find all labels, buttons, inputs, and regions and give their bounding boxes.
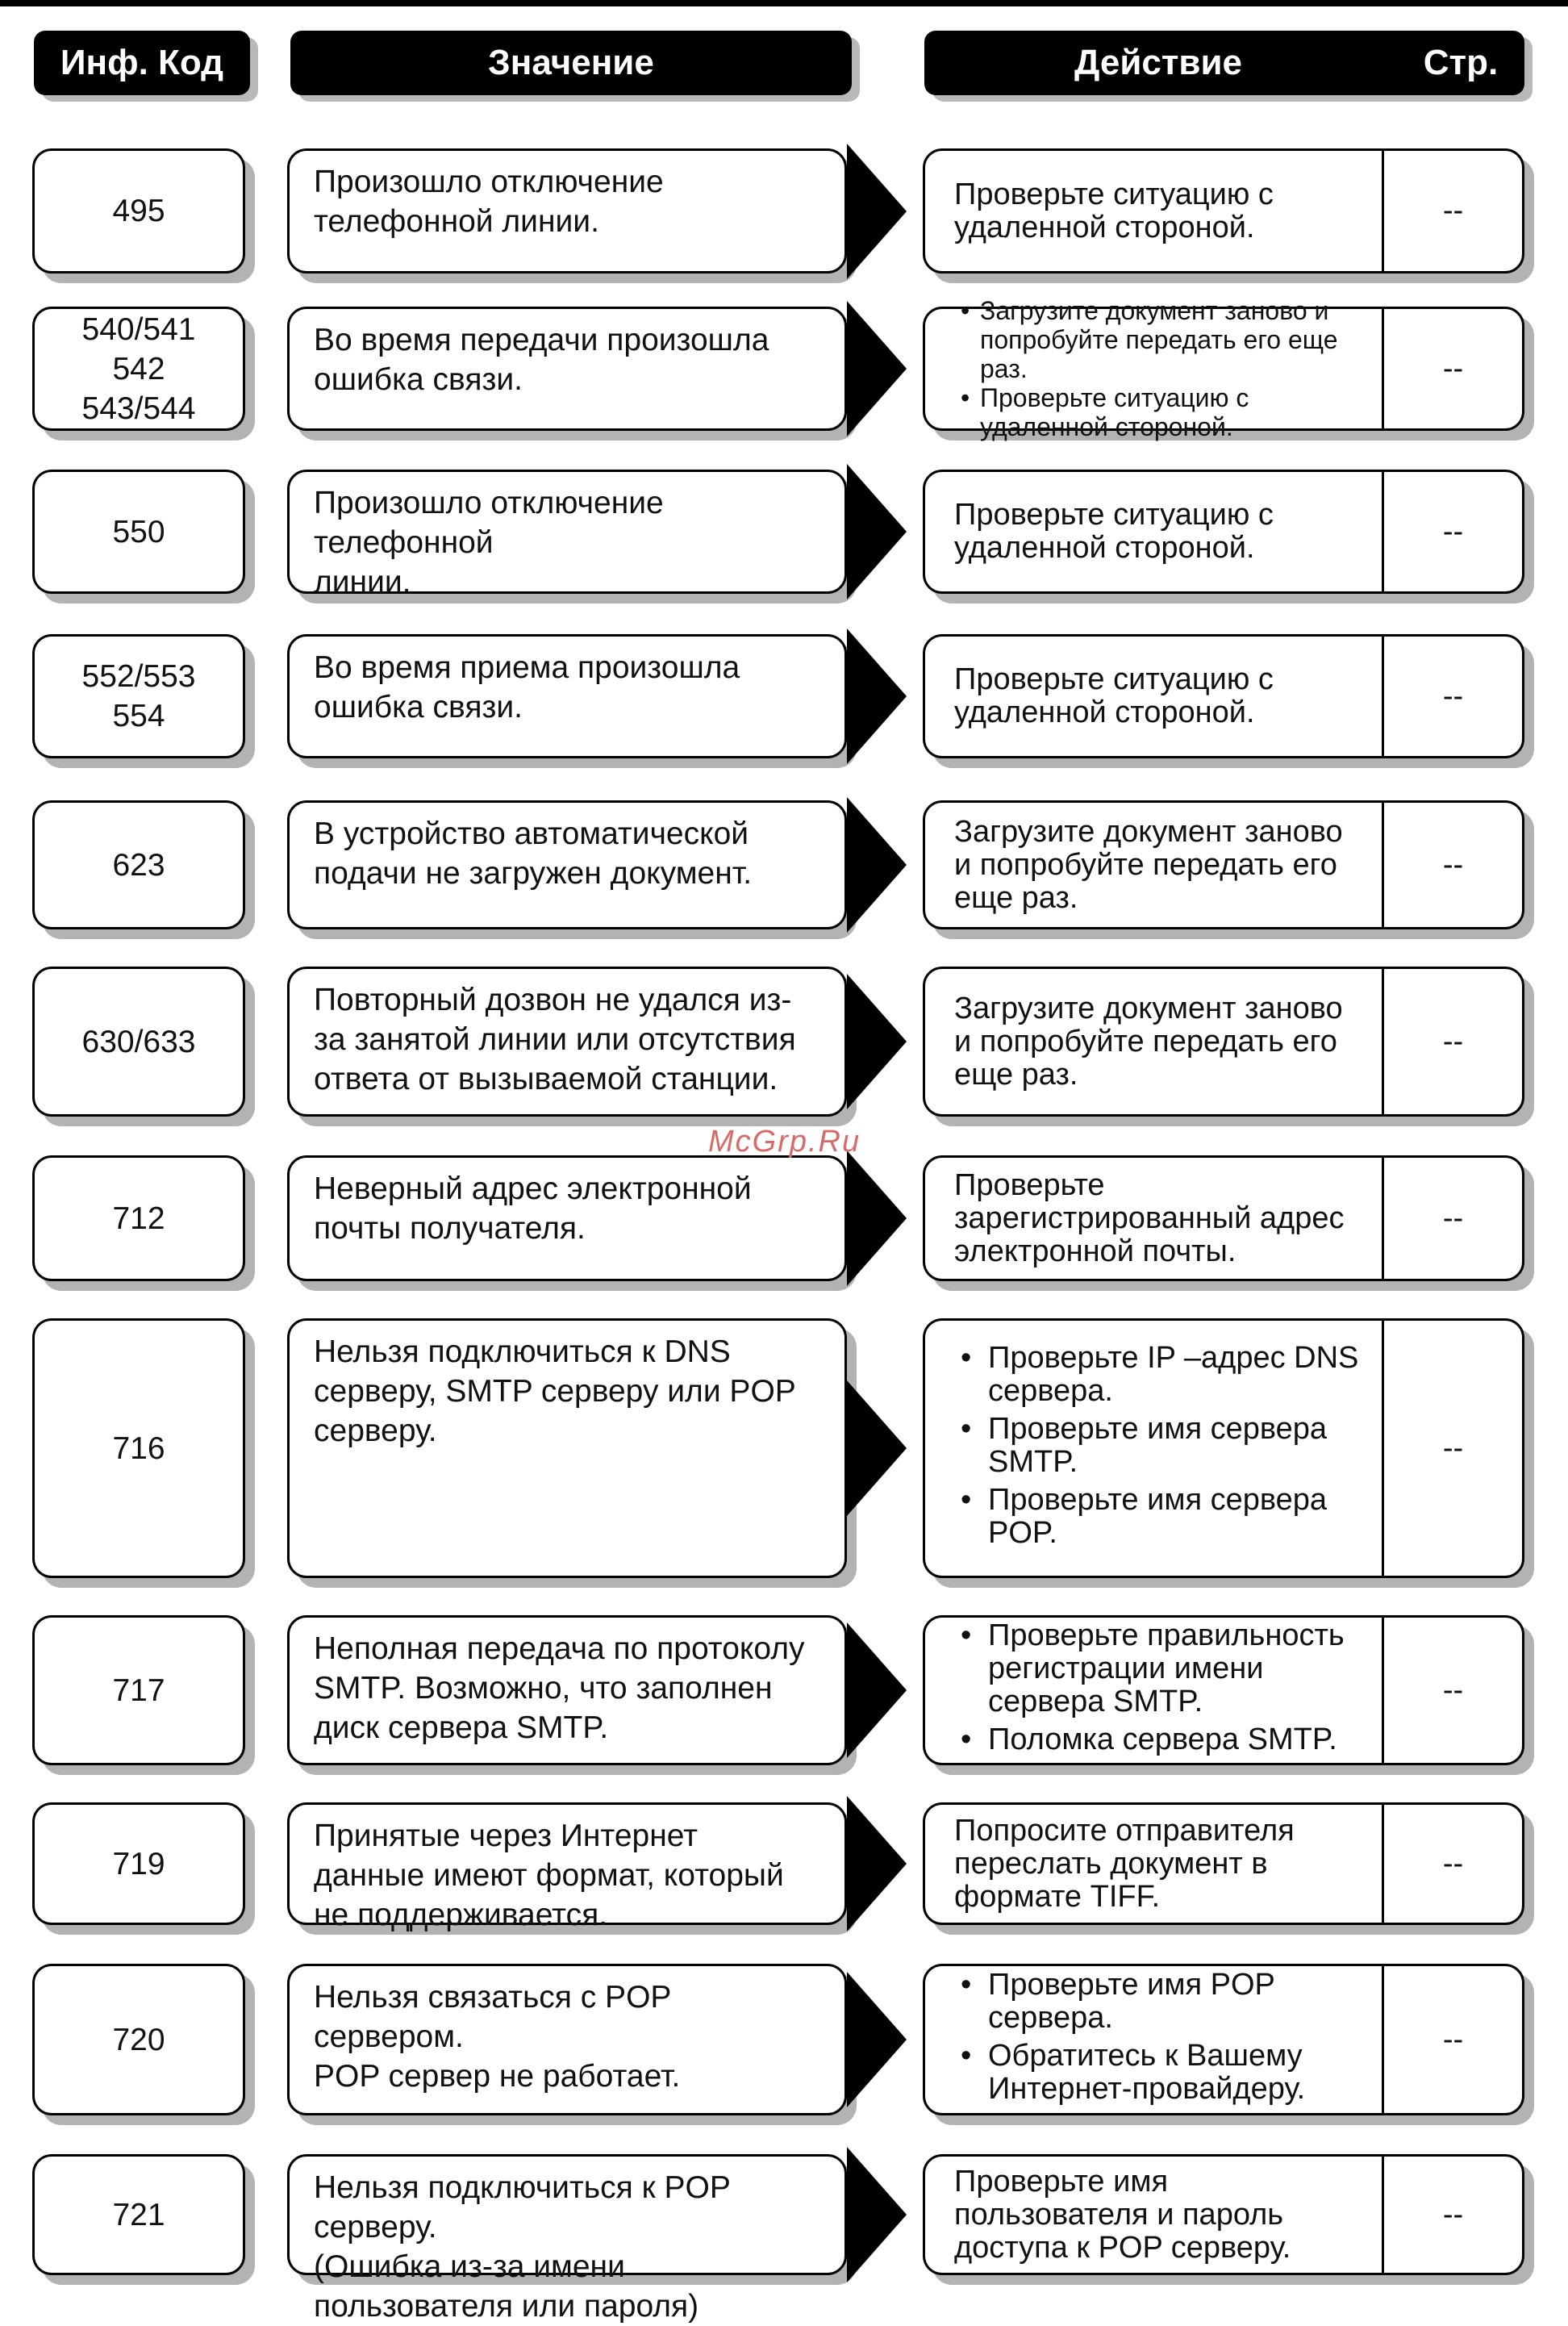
action-box bbox=[923, 634, 1524, 758]
action-text bbox=[925, 969, 1382, 1114]
meaning-box bbox=[287, 800, 847, 929]
meaning-text: ошибка связи. bbox=[314, 690, 523, 725]
meaning-text: Нельзя подключиться к DNS bbox=[314, 1334, 731, 1369]
meaning-text: SMTP. Возможно, что заполнен bbox=[314, 1671, 773, 1706]
info-code-box bbox=[32, 1964, 245, 2115]
info-code: 495 bbox=[112, 194, 165, 228]
meaning-text: Неполная передача по протоколу bbox=[314, 1631, 805, 1666]
action-line: и попробуйте передать его bbox=[954, 1024, 1337, 1059]
action-bullet: • Проверьте имя сервера SMTP. bbox=[988, 1413, 1370, 1479]
info-code: 623 bbox=[112, 847, 165, 883]
page-ref: -- bbox=[1442, 2022, 1464, 2057]
info-code-box bbox=[32, 470, 245, 594]
meaning-box bbox=[287, 967, 847, 1117]
meaning-text: сервером. bbox=[314, 2019, 464, 2054]
action-line: Попросите отправителя bbox=[954, 1813, 1295, 1848]
info-code-box bbox=[32, 1155, 245, 1281]
watermark: McGrp.Ru bbox=[708, 1125, 861, 1159]
arrow-right-icon bbox=[847, 1380, 907, 1516]
info-code-box bbox=[32, 2154, 245, 2275]
table-row bbox=[0, 800, 1568, 929]
page-ref: -- bbox=[1442, 679, 1464, 713]
meaning-text: данные имеют формат, который bbox=[314, 1858, 784, 1893]
arrow-right-icon bbox=[847, 301, 907, 436]
action-bullet: • Загрузите документ заново и попробуйте передать его еще раз. bbox=[980, 296, 1370, 383]
action-bullet-list bbox=[954, 1619, 1370, 1761]
action-line: Проверьте имя bbox=[954, 2164, 1169, 2199]
action-text bbox=[925, 1805, 1382, 1923]
info-code: 630/633 bbox=[81, 1024, 196, 1059]
meaning-box bbox=[287, 634, 847, 758]
info-code: 554 bbox=[112, 699, 165, 733]
meaning-text: серверу. bbox=[314, 1414, 437, 1448]
info-code: 716 bbox=[112, 1430, 165, 1466]
page-ref: -- bbox=[1442, 514, 1464, 549]
info-code-box bbox=[32, 800, 245, 929]
action-line: удаленной стороной. bbox=[954, 531, 1255, 565]
action-box bbox=[923, 470, 1524, 594]
arrow-right-icon bbox=[847, 797, 907, 933]
info-code: 712 bbox=[112, 1201, 165, 1236]
info-code: 543/544 bbox=[81, 390, 196, 426]
arrow-right-icon bbox=[847, 144, 907, 279]
meaning-text: линии. bbox=[314, 565, 411, 599]
meaning-text: Во время передачи произошла bbox=[314, 323, 769, 357]
table-row bbox=[0, 1318, 1568, 1578]
action-line: переслать документ в bbox=[954, 1846, 1268, 1881]
table-row bbox=[0, 1615, 1568, 1765]
header-meaning-label: Значение bbox=[488, 43, 654, 82]
table-row bbox=[0, 634, 1568, 758]
table-row bbox=[0, 470, 1568, 599]
action-text bbox=[925, 2157, 1382, 2273]
meaning-text: почты получателя. bbox=[314, 1211, 586, 1246]
meaning-box bbox=[287, 1802, 847, 1932]
action-line: Проверьте bbox=[954, 1167, 1105, 1202]
meaning-text: ответа от вызываемой станции. bbox=[314, 1062, 778, 1096]
info-code-box bbox=[32, 1318, 245, 1578]
meaning-text: Принятые через Интернет bbox=[314, 1819, 698, 1853]
meaning-text: Во время приема произошла bbox=[314, 650, 740, 685]
action-text bbox=[925, 472, 1382, 591]
header-code bbox=[34, 31, 250, 95]
meaning-text: Нельзя связаться с POP bbox=[314, 1980, 672, 2015]
meaning-text: Нельзя подключиться к POP серверу. bbox=[314, 2170, 731, 2245]
info-code-box bbox=[32, 1802, 245, 1925]
meaning-text: (Ошибка из-за имени bbox=[314, 2249, 625, 2284]
meaning-text: за занятой линии или отсутствия bbox=[314, 1022, 796, 1057]
action-line: удаленной стороной. bbox=[954, 210, 1255, 244]
action-box bbox=[923, 148, 1524, 274]
action-line: Проверьте ситуацию с bbox=[954, 662, 1274, 696]
arrow-right-icon bbox=[847, 974, 907, 1109]
page-ref: -- bbox=[1442, 194, 1464, 228]
action-bullet-list bbox=[954, 1969, 1370, 2111]
table-row bbox=[0, 148, 1568, 274]
meaning-text: диск сервера SMTP. bbox=[314, 1710, 609, 1745]
action-bullet: • Проверьте правильность регистрации имени сервера SMTP. bbox=[988, 1619, 1370, 1718]
action-line: Проверьте ситуацию с bbox=[954, 177, 1274, 211]
action-text bbox=[925, 1158, 1382, 1279]
page-ref: -- bbox=[1442, 1846, 1464, 1881]
action-line: доступа к POP серверу. bbox=[954, 2230, 1291, 2265]
header-action bbox=[924, 31, 1524, 95]
table-row bbox=[0, 1155, 1568, 1281]
header-action-label: Действие bbox=[1074, 43, 1242, 82]
info-code: 552/553 bbox=[81, 659, 196, 694]
page-ref: -- bbox=[1442, 847, 1464, 882]
info-code: 717 bbox=[112, 1672, 165, 1708]
info-code: 720 bbox=[112, 2022, 165, 2057]
meaning-text: серверу, SMTP серверу или POP bbox=[314, 1374, 796, 1409]
action-box bbox=[923, 800, 1524, 929]
action-text bbox=[925, 1618, 1382, 1763]
meaning-text: Повторный дозвон не удался из- bbox=[314, 983, 792, 1017]
meaning-text: ошибка связи. bbox=[314, 362, 523, 397]
meaning-box bbox=[287, 1964, 847, 2115]
meaning-box bbox=[287, 1318, 847, 1578]
meaning-text: не поддерживается. bbox=[314, 1898, 608, 1932]
meaning-box bbox=[287, 470, 847, 599]
meaning-text: Неверный адрес электронной bbox=[314, 1171, 752, 1206]
table-row bbox=[0, 1964, 1568, 2115]
action-box bbox=[923, 1615, 1524, 1765]
page-ref: -- bbox=[1442, 1430, 1464, 1465]
meaning-box bbox=[287, 2154, 847, 2324]
meaning-box bbox=[287, 148, 847, 274]
action-bullet: • Проверьте имя сервера POP. bbox=[988, 1484, 1370, 1550]
action-line: еще раз. bbox=[954, 880, 1078, 915]
meaning-text: пользователя или пароля) bbox=[314, 2289, 699, 2324]
action-box bbox=[923, 1802, 1524, 1925]
action-bullet: • Поломка сервера SMTP. bbox=[988, 1723, 1370, 1756]
action-text bbox=[925, 151, 1382, 271]
action-box bbox=[923, 2154, 1524, 2275]
top-rule bbox=[0, 0, 1568, 6]
action-line: формате TIFF. bbox=[954, 1879, 1161, 1914]
action-line: Проверьте ситуацию с bbox=[954, 498, 1274, 532]
page-ref: -- bbox=[1442, 1672, 1464, 1707]
arrow-right-icon bbox=[847, 1150, 907, 1286]
action-box bbox=[923, 1318, 1524, 1578]
meaning-box bbox=[287, 1615, 847, 1765]
action-line: Загрузите документ заново bbox=[954, 991, 1343, 1025]
info-code-box bbox=[32, 967, 245, 1117]
meaning-text: Произошло отключение телефонной bbox=[314, 486, 664, 560]
action-text bbox=[925, 803, 1382, 927]
action-line: электронной почты. bbox=[954, 1234, 1236, 1268]
info-code: 542 bbox=[112, 351, 165, 386]
page-ref: -- bbox=[1442, 1201, 1464, 1235]
action-line: пользователя и пароль bbox=[954, 2197, 1284, 2232]
meaning-box bbox=[287, 307, 847, 431]
page-ref: -- bbox=[1442, 1024, 1464, 1059]
action-line: еще раз. bbox=[954, 1057, 1078, 1092]
info-code: 719 bbox=[112, 1846, 165, 1881]
table-row bbox=[0, 967, 1568, 1117]
action-box bbox=[923, 1155, 1524, 1281]
header-code-label: Инф. Код bbox=[60, 43, 224, 82]
meaning-text: Произошло отключение bbox=[314, 165, 664, 199]
table-row bbox=[0, 296, 1568, 441]
table-row bbox=[0, 2154, 1568, 2324]
action-bullet: • Проверьте имя POP сервера. bbox=[988, 1969, 1370, 2035]
action-text bbox=[925, 637, 1382, 756]
header-page-label: Стр. bbox=[1423, 43, 1499, 82]
arrow-right-icon bbox=[847, 464, 907, 599]
meaning-text: телефонной линии. bbox=[314, 204, 599, 239]
action-box bbox=[923, 1964, 1524, 2115]
arrow-right-icon bbox=[847, 1622, 907, 1758]
page-ref: -- bbox=[1442, 2197, 1464, 2232]
action-bullet: • Проверьте IP –адрес DNS сервера. bbox=[988, 1342, 1370, 1408]
info-code-box bbox=[32, 148, 245, 274]
info-code-box bbox=[32, 634, 245, 758]
meaning-box bbox=[287, 1155, 847, 1281]
table-row bbox=[0, 1802, 1568, 1932]
arrow-right-icon bbox=[847, 628, 907, 764]
info-code-box bbox=[32, 307, 245, 431]
action-line: Загрузите документ заново bbox=[954, 814, 1343, 849]
arrow-right-icon bbox=[847, 1796, 907, 1931]
info-code: 540/541 bbox=[81, 311, 196, 347]
action-box bbox=[923, 296, 1524, 441]
action-text bbox=[925, 296, 1382, 441]
action-line: зарегистрированный адрес bbox=[954, 1201, 1345, 1235]
action-text bbox=[925, 1321, 1382, 1576]
action-text bbox=[925, 1966, 1382, 2113]
arrow-right-icon bbox=[847, 2147, 907, 2282]
action-bullet-list bbox=[954, 1342, 1370, 1555]
action-bullet: • Обратитесь к Вашему Интернет-провайдеру. bbox=[988, 2040, 1370, 2106]
info-code-box bbox=[32, 1615, 245, 1765]
info-code: 721 bbox=[112, 2197, 165, 2232]
meaning-text: В устройство автоматической bbox=[314, 816, 749, 851]
info-code: 550 bbox=[112, 514, 165, 549]
action-line: и попробуйте передать его bbox=[954, 847, 1337, 882]
arrow-right-icon bbox=[847, 1972, 907, 2107]
page-ref: -- bbox=[1442, 351, 1464, 386]
header-meaning bbox=[290, 31, 852, 95]
meaning-text: подачи не загружен документ. bbox=[314, 856, 753, 891]
meaning-text: POP сервер не работает. bbox=[314, 2059, 681, 2094]
action-line: удаленной стороной. bbox=[954, 695, 1255, 729]
action-box bbox=[923, 967, 1524, 1117]
action-bullet-list bbox=[954, 296, 1370, 441]
action-bullet: • Проверьте ситуацию с удаленной стороной. bbox=[980, 383, 1370, 441]
